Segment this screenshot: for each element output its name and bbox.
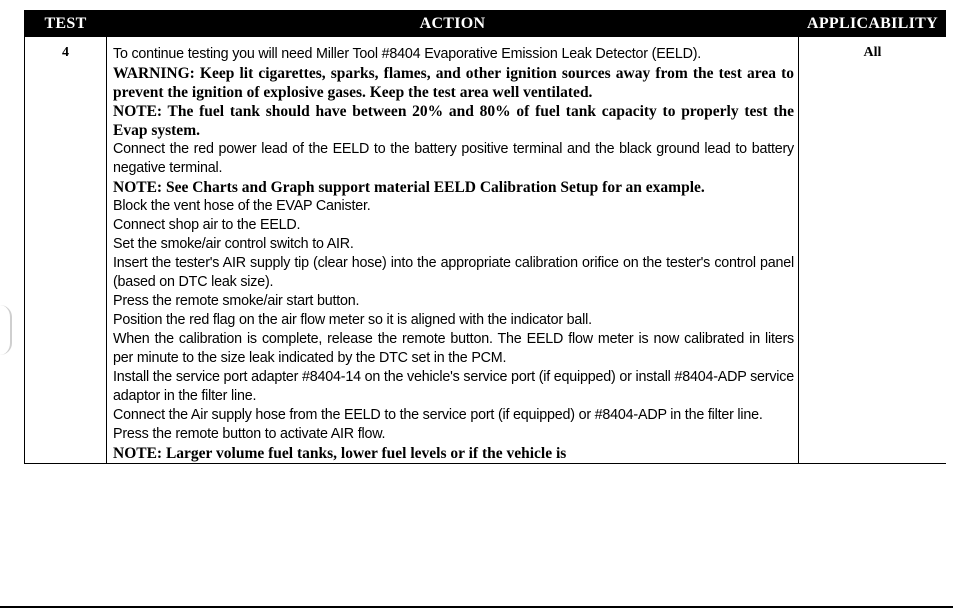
action-line: To continue testing you will need Miller Tool #8404 Evaporative Emission Leak Detector (EELD). xyxy=(113,46,702,62)
action-line: Set the smoke/air control switch to AIR. xyxy=(113,236,354,252)
document-page xyxy=(24,10,946,610)
header-applicability: APPLICABILITY xyxy=(799,11,947,37)
action-cell xyxy=(107,37,799,464)
action-line: Position the red flag on the air flow meter so it is aligned with the indicator ball. xyxy=(113,312,592,328)
note-line: NOTE: See Charts and Graph support material EELD Calibration Setup for an example. xyxy=(113,179,705,196)
header-action: ACTION xyxy=(107,11,799,37)
action-line: Connect shop air to the EELD. xyxy=(113,217,301,233)
action-line: When the calibration is complete, release the remote button. The EELD flow meter is now calibrated in liters per minute to the size leak indicated by the DTC set in the PCM. xyxy=(113,331,794,366)
action-line: Connect the Air supply hose from the EELD to the service port (if equipped) or #8404-ADP in the filter line. xyxy=(113,407,763,423)
applicability-value: All xyxy=(799,37,947,464)
page-bottom-rule xyxy=(0,606,953,608)
header-test: TEST xyxy=(25,11,107,37)
page-edge-shadow xyxy=(0,305,12,355)
table-header-row xyxy=(25,11,947,37)
note-line: NOTE: The fuel tank should have between 20% and 80% of fuel tank capacity to properly test the Evap system. xyxy=(113,103,794,139)
note-line: NOTE: Larger volume fuel tanks, lower fuel levels or if the vehicle is xyxy=(113,445,567,462)
action-line: Press the remote button to activate AIR flow. xyxy=(113,426,386,442)
action-line: Press the remote smoke/air start button. xyxy=(113,293,360,309)
action-line: Insert the tester's AIR supply tip (clear hose) into the appropriate calibration orifice on the tester's control panel (based on DTC leak size). xyxy=(113,255,794,290)
action-line: Install the service port adapter #8404-14 on the vehicle's service port (if equipped) or install #8404-ADP service adaptor in the filter line. xyxy=(113,369,794,404)
warning-line: WARNING: Keep lit cigarettes, sparks, flames, and other ignition sources away from the test area to prevent the ignition of explosive gases. Keep the test area well ventilated. xyxy=(113,65,794,101)
test-number: 4 xyxy=(25,37,107,464)
action-line: Connect the red power lead of the EELD to the battery positive terminal and the black ground lead to battery negative terminal. xyxy=(113,141,794,176)
table-row xyxy=(25,37,947,464)
action-line: Block the vent hose of the EVAP Canister. xyxy=(113,198,371,214)
procedure-table xyxy=(24,10,946,464)
